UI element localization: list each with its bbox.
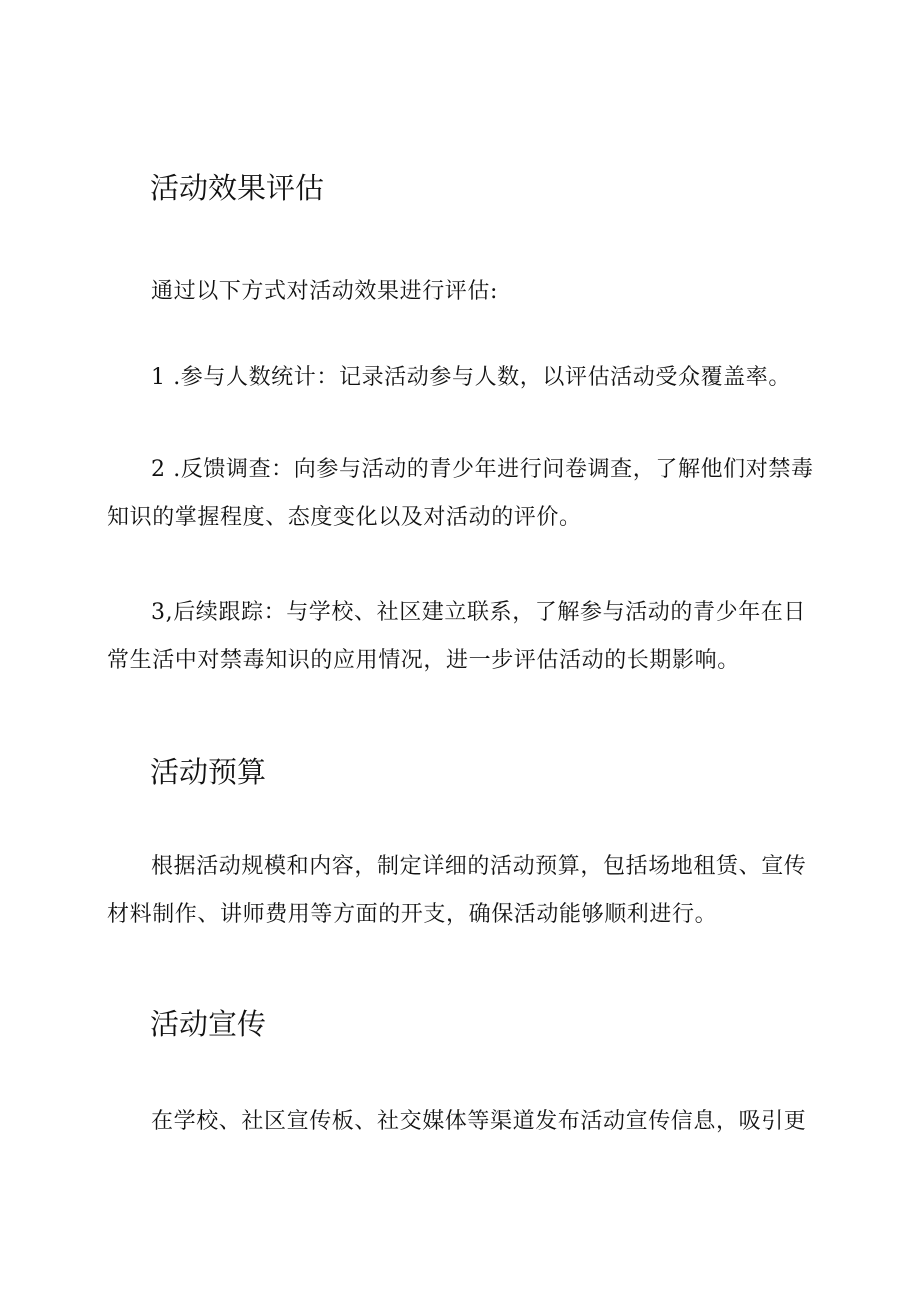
section-heading-budget: 活动预算 [150,755,267,789]
evaluation-item-3: 3,后续跟踪：与学校、社区建立联系，了解参与活动的青少年在日常生活中对禁毒知识的应用情况，进一步评估活动的长期影响。 [107,600,806,673]
evaluation-item-2: 2 .反馈调查：向参与活动的青少年进行问卷调查，了解他们对禁毒知识的掌握程度、态度变化以及对活动的评价。 [107,457,814,530]
evaluation-intro-paragraph: 通过以下方式对活动效果进行评估: [151,279,499,304]
evaluation-item-1: 1 .参与人数统计：记录活动参与人数，以评估活动受众覆盖率。 [151,365,791,390]
promotion-paragraph: 在学校、社区宣传板、社交媒体等渠道发布活动宣传信息，吸引更 [151,1109,807,1134]
section-heading-promotion: 活动宣传 [150,1007,267,1041]
section-heading-evaluation: 活动效果评估 [150,171,325,205]
budget-paragraph: 根据活动规模和内容，制定详细的活动预算，包括场地租赁、宣传材料制作、讲师费用等方面的开支，确保活动能够顺利进行。 [107,854,807,927]
